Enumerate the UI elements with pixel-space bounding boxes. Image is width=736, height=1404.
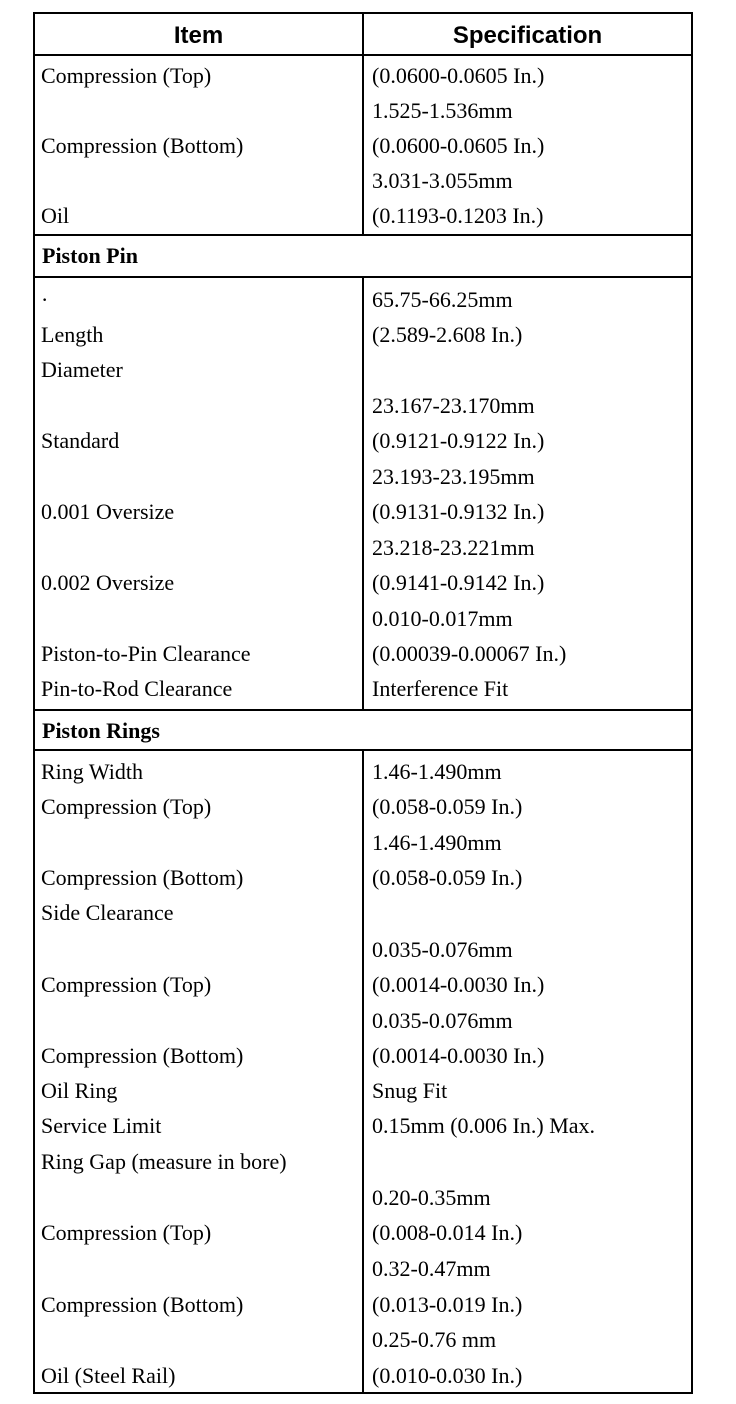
item-cell: 0.001 Oversize: [41, 499, 175, 524]
column-divider: [362, 278, 364, 711]
spec-cell: (0.013-0.019 In.): [372, 1292, 523, 1317]
item-cell: Ring Width: [41, 759, 143, 784]
spec-cell: 1.46-1.490mm: [372, 830, 502, 855]
spec-cell: (0.9131-0.9132 In.): [372, 499, 545, 524]
spec-cell: 3.031-3.055mm: [372, 168, 513, 193]
section-title-piston-rings: Piston Rings: [42, 718, 160, 743]
spec-cell: (0.9121-0.9122 In.): [372, 428, 545, 453]
item-cell: Side Clearance: [41, 900, 174, 925]
item-cell: Standard: [41, 428, 120, 453]
item-cell: 0.002 Oversize: [41, 570, 175, 595]
item-cell: Compression (Bottom): [41, 133, 244, 158]
section-title-piston-pin: Piston Pin: [42, 243, 138, 268]
spec-cell: 0.010-0.017mm: [372, 606, 513, 631]
item-cell: Service Limit: [41, 1113, 162, 1138]
spec-cell: (0.0014-0.0030 In.): [372, 972, 545, 997]
item-cell: Compression (Top): [41, 1220, 212, 1245]
item-cell: Oil: [41, 203, 70, 228]
spec-cell: 23.167-23.170mm: [372, 393, 535, 418]
spec-cell: 23.193-23.195mm: [372, 464, 535, 489]
item-cell: Compression (Bottom): [41, 1292, 244, 1317]
spec-cell: 0.25-0.76 mm: [372, 1327, 497, 1352]
spec-cell: (0.00039-0.00067 In.): [372, 641, 567, 666]
header-rule: [35, 54, 691, 56]
spec-cell: (0.0014-0.0030 In.): [372, 1043, 545, 1068]
item-cell: Compression (Top): [41, 794, 212, 819]
column-header-item: Item: [173, 22, 224, 49]
spec-cell: 65.75-66.25mm: [372, 287, 513, 312]
item-cell: Diameter: [41, 357, 123, 382]
item-cell: Compression (Bottom): [41, 865, 244, 890]
spec-cell: 0.32-0.47mm: [372, 1256, 491, 1281]
spec-cell: (0.058-0.059 In.): [372, 794, 523, 819]
spec-cell: (2.589-2.608 In.): [372, 322, 523, 347]
item-cell: Oil (Steel Rail): [41, 1363, 176, 1388]
item-cell: Length: [41, 322, 104, 347]
spec-cell: (0.0600-0.0605 In.): [372, 63, 545, 88]
spec-cell: (0.9141-0.9142 In.): [372, 570, 545, 595]
spec-cell: Interference Fit: [372, 676, 509, 701]
spec-cell: (0.1193-0.1203 In.): [372, 203, 544, 228]
item-cell: ·: [41, 287, 49, 312]
item-cell: Pin-to-Rod Clearance: [41, 676, 233, 701]
item-cell: Ring Gap (measure in bore): [41, 1149, 287, 1174]
spec-cell: 0.15mm (0.006 In.) Max.: [372, 1113, 596, 1138]
spec-table: [33, 12, 693, 1394]
section-rule: [35, 276, 691, 278]
item-cell: Piston-to-Pin Clearance: [41, 641, 251, 666]
spec-cell: 1.46-1.490mm: [372, 759, 502, 784]
item-cell: Compression (Bottom): [41, 1043, 244, 1068]
spec-cell: 1.525-1.536mm: [372, 98, 513, 123]
item-cell: Oil Ring: [41, 1078, 118, 1103]
column-header-specification: Specification: [452, 22, 603, 49]
spec-cell: (0.008-0.014 In.): [372, 1220, 523, 1245]
spec-cell: Snug Fit: [372, 1078, 448, 1103]
column-divider: [362, 751, 364, 1394]
spec-cell: (0.058-0.059 In.): [372, 865, 523, 890]
spec-cell: 0.035-0.076mm: [372, 1008, 513, 1033]
spec-cell: 0.20-0.35mm: [372, 1185, 491, 1210]
item-cell: Compression (Top): [41, 63, 212, 88]
spec-cell: (0.0600-0.0605 In.): [372, 133, 545, 158]
spec-cell: 0.035-0.076mm: [372, 937, 513, 962]
spec-cell: (0.010-0.030 In.): [372, 1363, 523, 1388]
spec-cell: 23.218-23.221mm: [372, 535, 535, 560]
item-cell: Compression (Top): [41, 972, 212, 997]
